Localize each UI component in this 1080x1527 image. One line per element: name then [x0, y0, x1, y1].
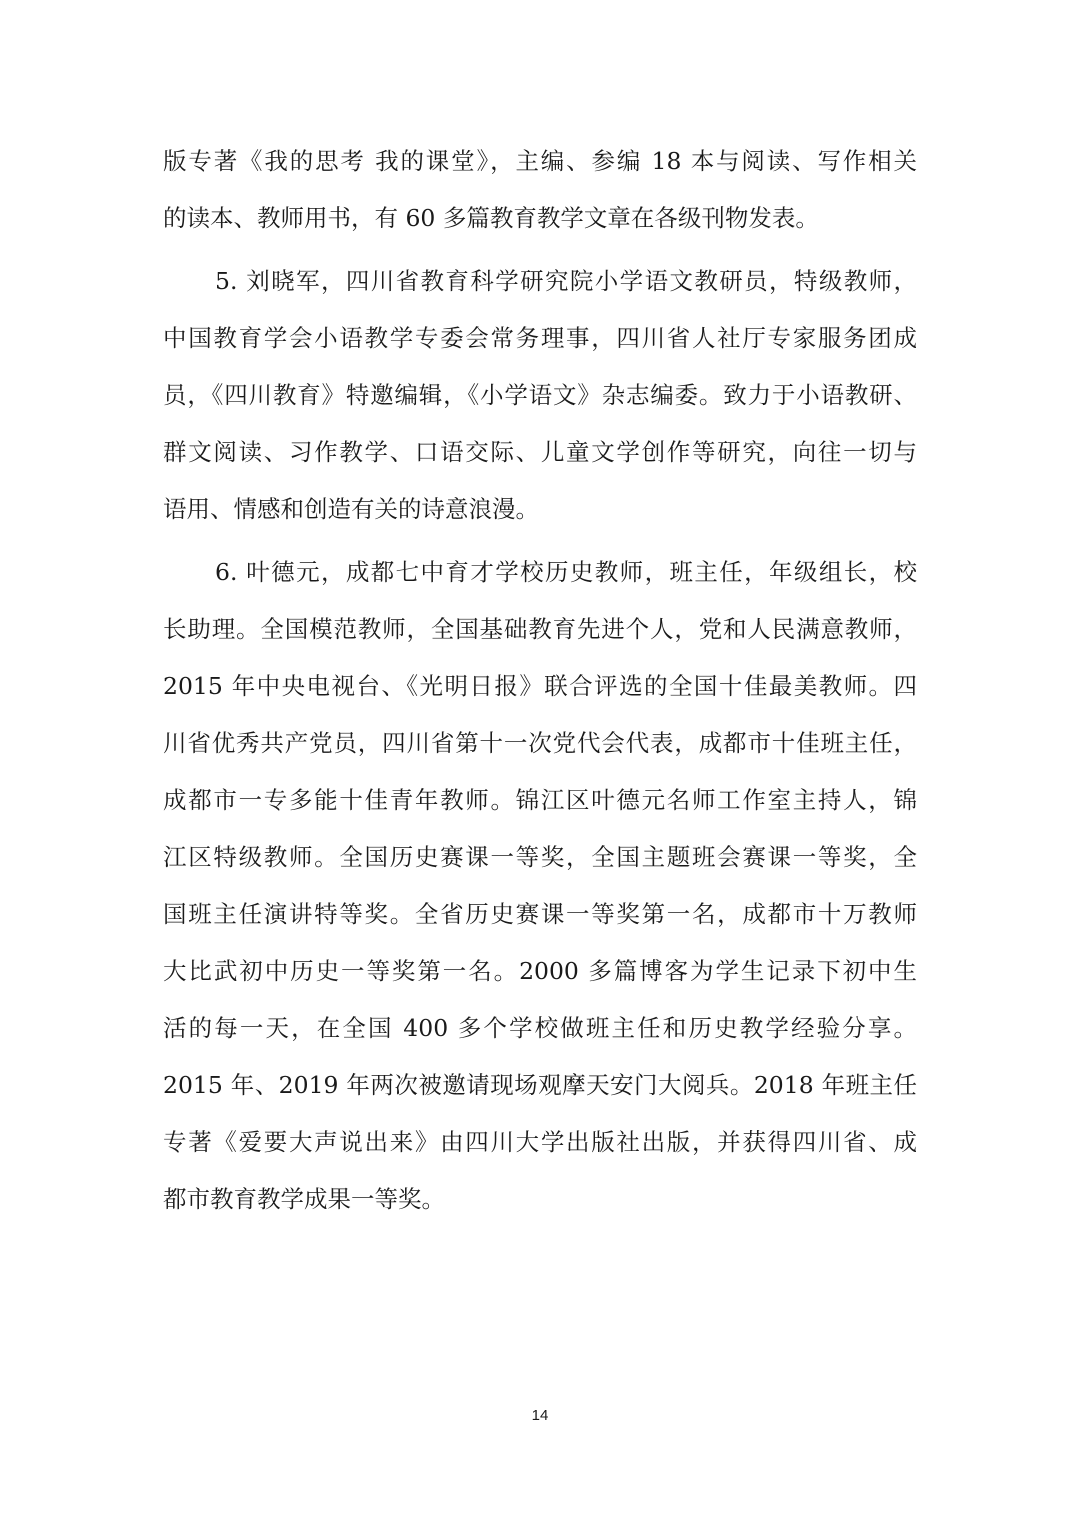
text-line: 中国教育学会小语教学专委会常务理事，四川省人社厅专家服务团成 [163, 324, 917, 352]
text-line: 长助理。全国模范教师，全国基础教育先进个人，党和人民满意教师， [163, 615, 917, 643]
text-line: 大比武初中历史一等奖第一名。2000 多篇博客为学生记录下初中生 [163, 957, 917, 985]
text-line: 专著《爱要大声说出来》由四川大学出版社出版，并获得四川省、成 [163, 1128, 917, 1156]
text-line: 版专著《我的思考 我的课堂》，主编、参编 18 本与阅读、写作相关 [163, 147, 917, 175]
text-line: 活的每一天，在全国 400 多个学校做班主任和历史教学经验分享。 [163, 1014, 917, 1042]
text-line: 国班主任演讲特等奖。全省历史赛课一等奖第一名，成都市十万教师 [163, 900, 917, 928]
text-line: 群文阅读、习作教学、口语交际、儿童文学创作等研究，向往一切与 [163, 438, 917, 466]
text-line: 江区特级教师。全国历史赛课一等奖，全国主题班会赛课一等奖，全 [163, 843, 917, 871]
text-line: 川省优秀共产党员，四川省第十一次党代会代表，成都市十佳班主任， [163, 729, 917, 757]
text-line: 都市教育教学成果一等奖。 [163, 1185, 445, 1213]
text-line: 5. 刘晓军，四川省教育科学研究院小学语文教研员，特级教师， [215, 267, 917, 295]
page-number: 14 [531, 1407, 549, 1424]
text-line: 6. 叶德元，成都七中育才学校历史教师，班主任，年级组长，校 [215, 558, 917, 586]
text-line: 2015 年中央电视台、《光明日报》联合评选的全国十佳最美教师。四 [163, 672, 917, 700]
text-line: 员，《四川教育》特邀编辑，《小学语文》杂志编委。致力于小语教研、 [163, 381, 917, 409]
text-line: 语用、情感和创造有关的诗意浪漫。 [163, 495, 539, 523]
text-line: 的读本、教师用书，有 60 多篇教育教学文章在各级刊物发表。 [163, 204, 819, 232]
body-text [163, 139, 917, 1234]
text-line: 2015 年、2019 年两次被邀请现场观摩天安门大阅兵。2018 年班主任 [163, 1071, 917, 1099]
text-line: 成都市一专多能十佳青年教师。锦江区叶德元名师工作室主持人，锦 [163, 786, 917, 814]
